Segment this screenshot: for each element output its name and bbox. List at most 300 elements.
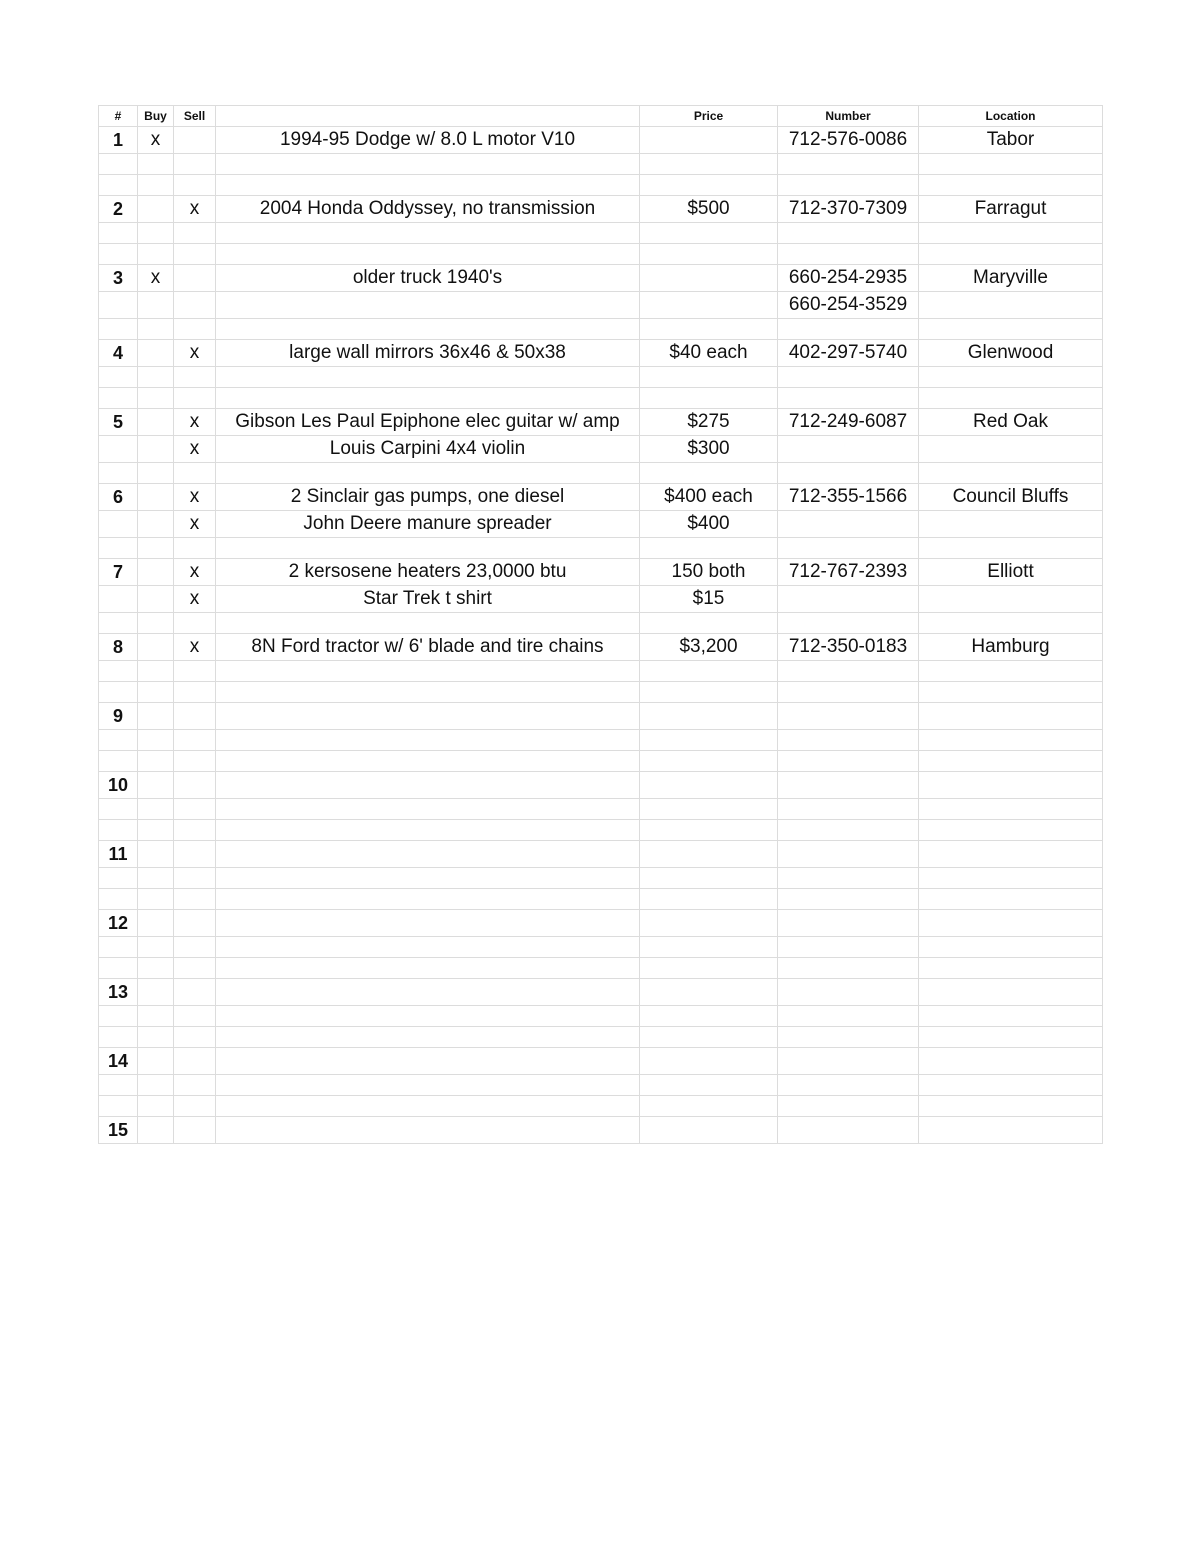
location-cell <box>919 868 1103 889</box>
table-row <box>99 436 1103 463</box>
sell-mark-cell <box>174 730 216 751</box>
buy-mark-cell <box>138 868 174 889</box>
buy-mark-cell <box>138 367 174 388</box>
phone-number-cell <box>778 799 919 820</box>
phone-number-cell <box>778 1117 919 1144</box>
price-cell: $400 each <box>640 484 778 511</box>
buy-mark-cell <box>138 682 174 703</box>
location-cell <box>919 1075 1103 1096</box>
buy-mark-cell <box>138 979 174 1006</box>
location-cell: Glenwood <box>919 340 1103 367</box>
price-cell <box>640 463 778 484</box>
description-cell <box>216 538 640 559</box>
description-cell: 2 Sinclair gas pumps, one diesel <box>216 484 640 511</box>
buy-mark-cell <box>138 910 174 937</box>
item-number-cell: 4 <box>99 340 138 367</box>
description-cell <box>216 319 640 340</box>
location-cell: Tabor <box>919 127 1103 154</box>
item-number-cell <box>99 799 138 820</box>
table-row <box>99 868 1103 889</box>
description-cell <box>216 1096 640 1117</box>
phone-number-cell <box>778 367 919 388</box>
phone-number-cell <box>778 937 919 958</box>
sell-mark-cell <box>174 319 216 340</box>
price-cell: $15 <box>640 586 778 613</box>
table-row <box>99 661 1103 682</box>
location-cell <box>919 538 1103 559</box>
price-cell <box>640 910 778 937</box>
location-cell: Council Bluffs <box>919 484 1103 511</box>
table-row <box>99 841 1103 868</box>
table-row <box>99 682 1103 703</box>
location-cell <box>919 751 1103 772</box>
description-cell <box>216 868 640 889</box>
buy-mark-cell <box>138 1096 174 1117</box>
price-cell <box>640 613 778 634</box>
table-row <box>99 586 1103 613</box>
table-row <box>99 1117 1103 1144</box>
price-cell <box>640 265 778 292</box>
buy-mark-cell <box>138 1006 174 1027</box>
sell-mark-cell <box>174 613 216 634</box>
sell-mark-cell <box>174 388 216 409</box>
phone-number-cell <box>778 730 919 751</box>
header-buy-mark: Buy <box>138 106 174 127</box>
buy-mark-cell <box>138 1117 174 1144</box>
location-cell <box>919 292 1103 319</box>
description-cell <box>216 889 640 910</box>
table-row <box>99 388 1103 409</box>
sell-mark-cell <box>174 265 216 292</box>
price-cell: $500 <box>640 196 778 223</box>
phone-number-cell: 660-254-2935 <box>778 265 919 292</box>
sell-mark-cell <box>174 751 216 772</box>
sell-mark-cell: x <box>174 196 216 223</box>
phone-number-cell <box>778 175 919 196</box>
location-cell: Maryville <box>919 265 1103 292</box>
sell-mark-cell <box>174 868 216 889</box>
description-cell <box>216 388 640 409</box>
buy-mark-cell <box>138 292 174 319</box>
description-cell <box>216 730 640 751</box>
header-row <box>99 106 1103 127</box>
item-number-cell <box>99 1006 138 1027</box>
phone-number-cell <box>778 538 919 559</box>
price-cell <box>640 367 778 388</box>
buy-mark-cell: x <box>138 127 174 154</box>
description-cell: Gibson Les Paul Epiphone elec guitar w/ amp <box>216 409 640 436</box>
table-row <box>99 292 1103 319</box>
phone-number-cell <box>778 910 919 937</box>
buy-mark-cell <box>138 1075 174 1096</box>
item-number-cell: 15 <box>99 1117 138 1144</box>
table-row <box>99 340 1103 367</box>
table-row <box>99 265 1103 292</box>
table-row <box>99 820 1103 841</box>
header-item-number: # <box>99 106 138 127</box>
sell-mark-cell <box>174 292 216 319</box>
table-row <box>99 127 1103 154</box>
header-price: Price <box>640 106 778 127</box>
location-cell <box>919 586 1103 613</box>
location-cell <box>919 1006 1103 1027</box>
table-row <box>99 484 1103 511</box>
item-number-cell <box>99 436 138 463</box>
price-cell: $40 each <box>640 340 778 367</box>
buy-mark-cell <box>138 820 174 841</box>
sell-mark-cell: x <box>174 340 216 367</box>
price-cell <box>640 1006 778 1027</box>
location-cell <box>919 799 1103 820</box>
table-row <box>99 175 1103 196</box>
table-row <box>99 559 1103 586</box>
item-number-cell: 7 <box>99 559 138 586</box>
buy-mark-cell <box>138 1027 174 1048</box>
buy-mark-cell <box>138 703 174 730</box>
sell-mark-cell <box>174 661 216 682</box>
description-cell <box>216 1006 640 1027</box>
table-row <box>99 1096 1103 1117</box>
buy-mark-cell <box>138 436 174 463</box>
phone-number-cell <box>778 613 919 634</box>
table-row <box>99 1027 1103 1048</box>
phone-number-cell <box>778 511 919 538</box>
location-cell <box>919 979 1103 1006</box>
header-description <box>216 106 640 127</box>
table-row <box>99 772 1103 799</box>
location-cell <box>919 661 1103 682</box>
description-cell <box>216 1048 640 1075</box>
location-cell <box>919 223 1103 244</box>
price-cell <box>640 751 778 772</box>
item-number-cell <box>99 511 138 538</box>
item-number-cell <box>99 820 138 841</box>
buy-mark-cell <box>138 388 174 409</box>
phone-number-cell: 712-350-0183 <box>778 634 919 661</box>
location-cell <box>919 730 1103 751</box>
phone-number-cell <box>778 868 919 889</box>
table-row <box>99 196 1103 223</box>
sell-mark-cell <box>174 1075 216 1096</box>
phone-number-cell <box>778 682 919 703</box>
buy-mark-cell <box>138 196 174 223</box>
item-number-cell: 2 <box>99 196 138 223</box>
buy-mark-cell <box>138 538 174 559</box>
location-cell: Elliott <box>919 559 1103 586</box>
description-cell: John Deere manure spreader <box>216 511 640 538</box>
table-row <box>99 937 1103 958</box>
description-cell <box>216 292 640 319</box>
sell-mark-cell <box>174 937 216 958</box>
location-cell <box>919 703 1103 730</box>
table-row <box>99 511 1103 538</box>
location-cell <box>919 937 1103 958</box>
description-cell <box>216 910 640 937</box>
description-cell: Louis Carpini 4x4 violin <box>216 436 640 463</box>
item-number-cell <box>99 889 138 910</box>
sell-mark-cell <box>174 772 216 799</box>
table-body <box>99 106 1103 1144</box>
description-cell <box>216 958 640 979</box>
buy-mark-cell <box>138 409 174 436</box>
price-cell <box>640 979 778 1006</box>
phone-number-cell <box>778 436 919 463</box>
table-row <box>99 634 1103 661</box>
description-cell <box>216 799 640 820</box>
price-cell <box>640 244 778 265</box>
price-cell <box>640 292 778 319</box>
buy-mark-cell <box>138 799 174 820</box>
sell-mark-cell: x <box>174 436 216 463</box>
sell-mark-cell <box>174 244 216 265</box>
location-cell <box>919 511 1103 538</box>
sell-mark-cell <box>174 1048 216 1075</box>
buy-mark-cell <box>138 841 174 868</box>
location-cell <box>919 319 1103 340</box>
table-row <box>99 889 1103 910</box>
item-number-cell <box>99 661 138 682</box>
phone-number-cell <box>778 841 919 868</box>
item-number-cell <box>99 868 138 889</box>
phone-number-cell <box>778 979 919 1006</box>
item-number-cell <box>99 586 138 613</box>
description-cell <box>216 463 640 484</box>
phone-number-cell <box>778 820 919 841</box>
phone-number-cell <box>778 463 919 484</box>
phone-number-cell: 712-249-6087 <box>778 409 919 436</box>
description-cell <box>216 751 640 772</box>
location-cell <box>919 613 1103 634</box>
item-number-cell: 10 <box>99 772 138 799</box>
sell-mark-cell <box>174 223 216 244</box>
price-cell <box>640 1075 778 1096</box>
item-number-cell <box>99 1027 138 1048</box>
description-cell <box>216 820 640 841</box>
description-cell <box>216 979 640 1006</box>
item-number-cell <box>99 367 138 388</box>
location-cell <box>919 1096 1103 1117</box>
sell-mark-cell <box>174 367 216 388</box>
price-cell <box>640 772 778 799</box>
item-number-cell: 11 <box>99 841 138 868</box>
buy-mark-cell <box>138 586 174 613</box>
price-cell <box>640 154 778 175</box>
location-cell <box>919 1048 1103 1075</box>
item-number-cell <box>99 463 138 484</box>
sell-mark-cell <box>174 820 216 841</box>
table-row <box>99 751 1103 772</box>
buy-mark-cell <box>138 244 174 265</box>
phone-number-cell: 712-576-0086 <box>778 127 919 154</box>
description-cell: 2004 Honda Oddyssey, no transmission <box>216 196 640 223</box>
table-row <box>99 1006 1103 1027</box>
sell-mark-cell <box>174 958 216 979</box>
description-cell <box>216 841 640 868</box>
price-cell <box>640 175 778 196</box>
phone-number-cell <box>778 244 919 265</box>
location-cell <box>919 682 1103 703</box>
description-cell <box>216 1075 640 1096</box>
phone-number-cell: 712-767-2393 <box>778 559 919 586</box>
location-cell <box>919 1027 1103 1048</box>
sell-mark-cell <box>174 1117 216 1144</box>
phone-number-cell <box>778 889 919 910</box>
description-cell: 8N Ford tractor w/ 6' blade and tire chains <box>216 634 640 661</box>
price-cell <box>640 127 778 154</box>
description-cell <box>216 175 640 196</box>
item-number-cell <box>99 1096 138 1117</box>
description-cell <box>216 613 640 634</box>
item-number-cell <box>99 1075 138 1096</box>
sell-mark-cell <box>174 841 216 868</box>
price-cell <box>640 703 778 730</box>
price-cell: $300 <box>640 436 778 463</box>
sell-mark-cell <box>174 979 216 1006</box>
table-row <box>99 613 1103 634</box>
sell-mark-cell: x <box>174 409 216 436</box>
price-cell <box>640 958 778 979</box>
table-row <box>99 538 1103 559</box>
phone-number-cell <box>778 1075 919 1096</box>
phone-number-cell <box>778 958 919 979</box>
buy-mark-cell <box>138 154 174 175</box>
price-cell <box>640 799 778 820</box>
description-cell <box>216 223 640 244</box>
phone-number-cell <box>778 586 919 613</box>
price-cell <box>640 1096 778 1117</box>
sell-mark-cell: x <box>174 559 216 586</box>
buy-mark-cell <box>138 511 174 538</box>
item-number-cell: 1 <box>99 127 138 154</box>
table-row <box>99 1048 1103 1075</box>
table-row <box>99 730 1103 751</box>
sell-mark-cell <box>174 682 216 703</box>
item-number-cell: 5 <box>99 409 138 436</box>
item-number-cell: 14 <box>99 1048 138 1075</box>
item-number-cell: 3 <box>99 265 138 292</box>
table-row <box>99 979 1103 1006</box>
item-number-cell <box>99 538 138 559</box>
sell-mark-cell <box>174 1006 216 1027</box>
buy-mark-cell <box>138 319 174 340</box>
description-cell: 2 kersosene heaters 23,0000 btu <box>216 559 640 586</box>
phone-number-cell <box>778 223 919 244</box>
table-row <box>99 958 1103 979</box>
price-cell <box>640 889 778 910</box>
price-cell: $275 <box>640 409 778 436</box>
price-cell <box>640 388 778 409</box>
price-cell <box>640 730 778 751</box>
item-number-cell <box>99 175 138 196</box>
price-cell <box>640 1117 778 1144</box>
description-cell: older truck 1940's <box>216 265 640 292</box>
sell-mark-cell: x <box>174 586 216 613</box>
item-number-cell <box>99 244 138 265</box>
phone-number-cell: 402-297-5740 <box>778 340 919 367</box>
location-cell <box>919 463 1103 484</box>
buy-mark-cell <box>138 340 174 367</box>
phone-number-cell <box>778 319 919 340</box>
phone-number-cell <box>778 772 919 799</box>
phone-number-cell <box>778 388 919 409</box>
sell-mark-cell <box>174 910 216 937</box>
price-cell <box>640 682 778 703</box>
item-number-cell: 9 <box>99 703 138 730</box>
table-row <box>99 367 1103 388</box>
price-cell <box>640 820 778 841</box>
description-cell <box>216 367 640 388</box>
description-cell <box>216 772 640 799</box>
sell-mark-cell <box>174 154 216 175</box>
table-row <box>99 244 1103 265</box>
table-row <box>99 409 1103 436</box>
location-cell <box>919 244 1103 265</box>
price-cell: $400 <box>640 511 778 538</box>
buy-mark-cell <box>138 634 174 661</box>
buy-mark-cell <box>138 223 174 244</box>
phone-number-cell <box>778 1006 919 1027</box>
item-number-cell <box>99 958 138 979</box>
phone-number-cell <box>778 1048 919 1075</box>
description-cell <box>216 244 640 265</box>
location-cell <box>919 841 1103 868</box>
sell-mark-cell <box>174 1027 216 1048</box>
item-number-cell <box>99 292 138 319</box>
price-cell <box>640 319 778 340</box>
item-number-cell <box>99 613 138 634</box>
sell-mark-cell <box>174 127 216 154</box>
item-number-cell <box>99 388 138 409</box>
location-cell: Farragut <box>919 196 1103 223</box>
location-cell <box>919 772 1103 799</box>
location-cell: Red Oak <box>919 409 1103 436</box>
phone-number-cell <box>778 1027 919 1048</box>
description-cell <box>216 1117 640 1144</box>
price-cell <box>640 1027 778 1048</box>
price-cell: $3,200 <box>640 634 778 661</box>
description-cell <box>216 682 640 703</box>
item-number-cell: 8 <box>99 634 138 661</box>
price-cell: 150 both <box>640 559 778 586</box>
sell-mark-cell <box>174 175 216 196</box>
table-row <box>99 223 1103 244</box>
buy-mark-cell <box>138 730 174 751</box>
location-cell: Hamburg <box>919 634 1103 661</box>
location-cell <box>919 820 1103 841</box>
price-cell <box>640 1048 778 1075</box>
buy-mark-cell <box>138 484 174 511</box>
sell-mark-cell <box>174 463 216 484</box>
sell-mark-cell: x <box>174 511 216 538</box>
description-cell: 1994-95 Dodge w/ 8.0 L motor V10 <box>216 127 640 154</box>
phone-number-cell <box>778 703 919 730</box>
description-cell <box>216 661 640 682</box>
buy-mark-cell <box>138 175 174 196</box>
table-row <box>99 799 1103 820</box>
table-row <box>99 1075 1103 1096</box>
item-number-cell <box>99 751 138 772</box>
buy-mark-cell <box>138 613 174 634</box>
table-row <box>99 463 1103 484</box>
location-cell <box>919 1117 1103 1144</box>
table-row <box>99 319 1103 340</box>
description-cell: Star Trek t shirt <box>216 586 640 613</box>
table-row <box>99 703 1103 730</box>
buy-mark-cell <box>138 751 174 772</box>
item-number-cell: 6 <box>99 484 138 511</box>
location-cell <box>919 436 1103 463</box>
price-cell <box>640 937 778 958</box>
